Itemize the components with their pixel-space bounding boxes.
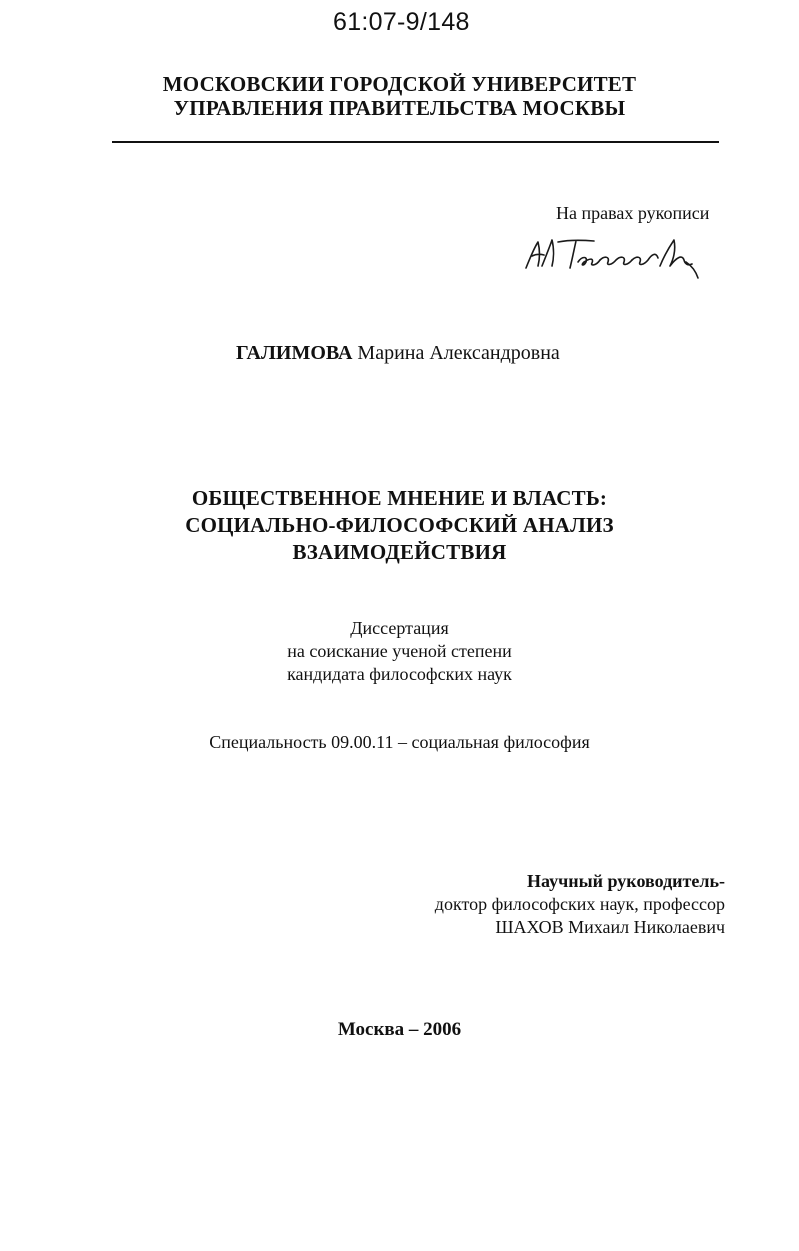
degree-line-3: кандидата философских наук bbox=[287, 664, 512, 684]
city-year: Москва – 2006 bbox=[337, 1019, 462, 1040]
title-line-3: ВЗАИМОДЕЙСТВИЯ bbox=[292, 540, 507, 564]
institution-name bbox=[0, 72, 799, 120]
speciality-line: Специальность 09.00.11 – социальная философия bbox=[209, 732, 590, 752]
degree-line-1: Диссертация bbox=[350, 618, 449, 638]
document-code: 61:07-9/148 bbox=[333, 8, 470, 36]
author-given-names: Марина Александровна bbox=[357, 342, 560, 364]
supervisor-credentials: доктор философских наук, профессор bbox=[434, 894, 725, 914]
handwritten-signature bbox=[520, 232, 710, 280]
manuscript-note: На правах рукописи bbox=[556, 203, 710, 223]
degree-statement bbox=[0, 617, 799, 686]
author-name bbox=[236, 342, 560, 365]
institution-line-2: УПРАВЛЕНИЯ ПРАВИТЕЛЬСТВА МОСКВЫ bbox=[173, 96, 626, 120]
institution-line-1: МОСКОВСКИИ ГОРОДСКОЙ УНИВЕРСИТЕТ bbox=[162, 72, 637, 96]
degree-line-2: на соискание ученой степени bbox=[287, 641, 512, 661]
dissertation-title bbox=[0, 485, 799, 566]
author-surname: ГАЛИМОВА bbox=[236, 342, 353, 364]
title-line-2: СОЦИАЛЬНО-ФИЛОСОФСКИЙ АНАЛИЗ bbox=[185, 513, 614, 537]
supervisor-name: ШАХОВ Михаил Николаевич bbox=[495, 917, 725, 937]
supervisor-heading: Научный руководитель- bbox=[527, 871, 725, 891]
header-divider bbox=[112, 141, 719, 143]
title-line-1: ОБЩЕСТВЕННОЕ МНЕНИЕ И ВЛАСТЬ: bbox=[191, 486, 608, 510]
supervisor-block bbox=[435, 870, 725, 939]
